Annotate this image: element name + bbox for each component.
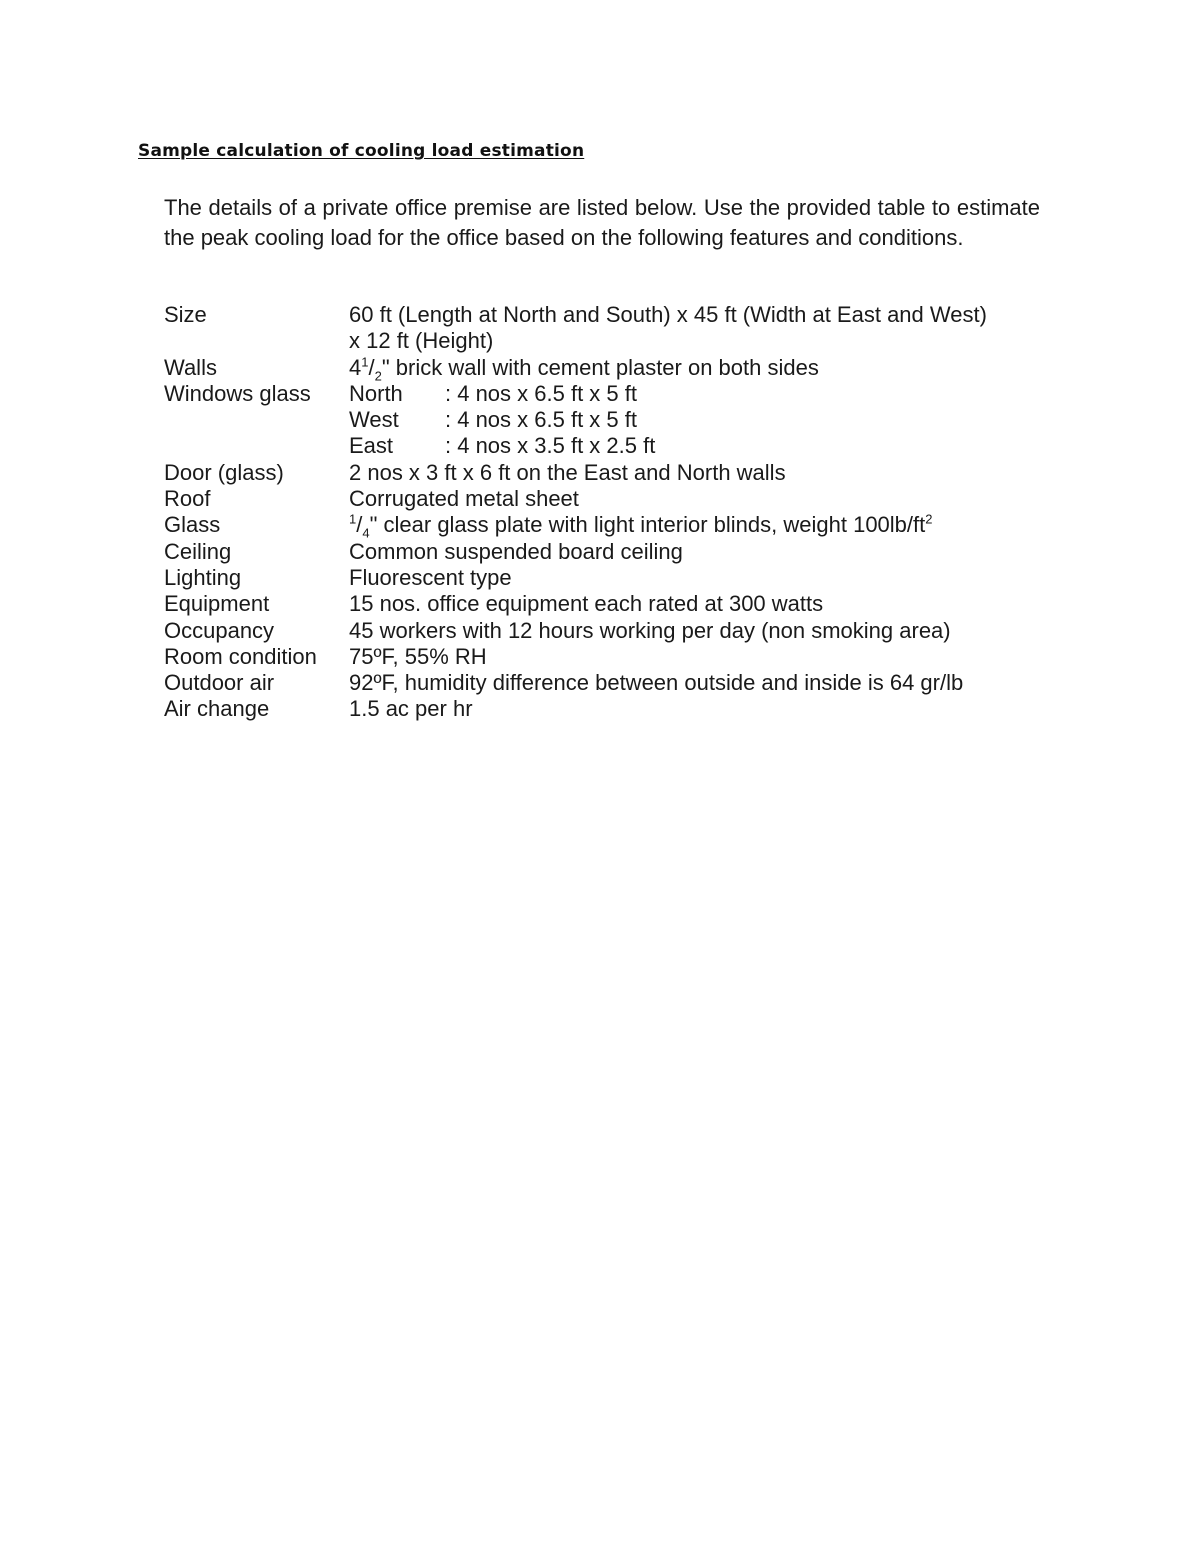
spec-value-equipment: 15 nos. office equipment each rated at 300 watts <box>349 591 824 617</box>
spec-label-equipment: Equipment <box>164 591 270 617</box>
spec-row-windows <box>164 381 1044 460</box>
spec-value-room-condition: 75ºF, 55% RH <box>349 643 487 669</box>
spec-row-roof <box>164 486 1044 512</box>
spec-label-walls: Walls <box>164 354 217 380</box>
spec-label-outdoor-air: Outdoor air <box>164 670 275 696</box>
walls-fraction-numerator: 1 <box>361 354 369 370</box>
spec-value-size-line2: x 12 ft (Height) <box>349 328 494 354</box>
spec-row-walls <box>164 355 1044 381</box>
window-item-north <box>349 381 1044 407</box>
window-spec: : 4 nos x 6.5 ft x 5 ft <box>445 380 637 406</box>
spec-label-size: Size <box>164 302 207 327</box>
spec-label-lighting: Lighting <box>164 564 242 590</box>
spec-row-door <box>164 460 1044 486</box>
spec-value-outdoor-air: 92ºF, humidity difference between outside and inside is 64 gr/lb <box>349 670 964 696</box>
spec-value-roof: Corrugated metal sheet <box>349 486 579 512</box>
window-direction: North <box>349 380 403 406</box>
window-direction: West <box>349 407 399 433</box>
document-heading: Sample calculation of cooling load estimation <box>138 141 585 161</box>
spec-value-windows <box>349 381 1044 460</box>
spec-value-door: 2 nos x 3 ft x 6 ft on the East and North walls <box>349 459 786 485</box>
glass-unit-exponent: 2 <box>925 512 933 528</box>
glass-description: " clear glass plate with light interior blinds, weight 100lb/ft <box>369 512 926 538</box>
glass-fraction-slash: / <box>356 512 363 538</box>
window-item-east <box>349 433 1044 459</box>
window-direction: East <box>349 433 394 459</box>
spec-row-equipment <box>164 591 1044 617</box>
spec-value-lighting: Fluorescent type <box>349 564 512 590</box>
spec-label-windows: Windows glass <box>164 380 311 406</box>
spec-row-occupancy <box>164 618 1044 644</box>
spec-label-roof: Roof <box>164 486 211 512</box>
spec-row-ceiling <box>164 539 1044 565</box>
walls-description: " brick wall with cement plaster on both sides <box>381 354 819 380</box>
spec-row-size <box>164 302 1044 355</box>
spec-row-outdoor-air <box>164 670 1044 696</box>
spec-value-glass <box>349 512 1044 541</box>
spec-row-glass <box>164 512 1044 541</box>
walls-fraction-denominator: 2 <box>374 367 382 383</box>
spec-row-room-condition <box>164 644 1044 670</box>
walls-fraction-slash: / <box>368 354 375 380</box>
spec-value-air-change: 1.5 ac per hr <box>349 696 473 722</box>
walls-fraction-whole: 4 <box>349 354 362 380</box>
spec-label-ceiling: Ceiling <box>164 538 232 564</box>
glass-fraction-numerator: 1 <box>349 512 357 528</box>
spec-value-ceiling: Common suspended board ceiling <box>349 538 683 564</box>
spec-row-lighting <box>164 565 1044 591</box>
spec-value-size <box>349 302 1044 355</box>
window-item-west <box>349 407 1044 433</box>
spec-value-occupancy: 45 workers with 12 hours working per day (non smoking area) <box>349 617 951 643</box>
spec-label-room-condition: Room condition <box>164 643 317 669</box>
spec-list <box>164 302 1044 723</box>
spec-label-occupancy: Occupancy <box>164 617 275 643</box>
window-spec: : 4 nos x 6.5 ft x 5 ft <box>445 407 637 433</box>
window-spec: : 4 nos x 3.5 ft x 2.5 ft <box>445 433 656 459</box>
spec-row-air-change <box>164 696 1044 722</box>
spec-label-air-change: Air change <box>164 696 270 722</box>
spec-label-glass: Glass <box>164 512 221 538</box>
spec-value-walls <box>349 355 1044 381</box>
glass-fraction-denominator: 4 <box>362 525 370 541</box>
spec-label-door: Door (glass) <box>164 459 284 485</box>
spec-value-size-line1: 60 ft (Length at North and South) x 45 ft (Width at East and West) <box>349 302 987 327</box>
intro-paragraph: The details of a private office premise are listed below. Use the provided table to estimate the peak cooling load for the office based on the following features and conditions. <box>164 195 1040 250</box>
